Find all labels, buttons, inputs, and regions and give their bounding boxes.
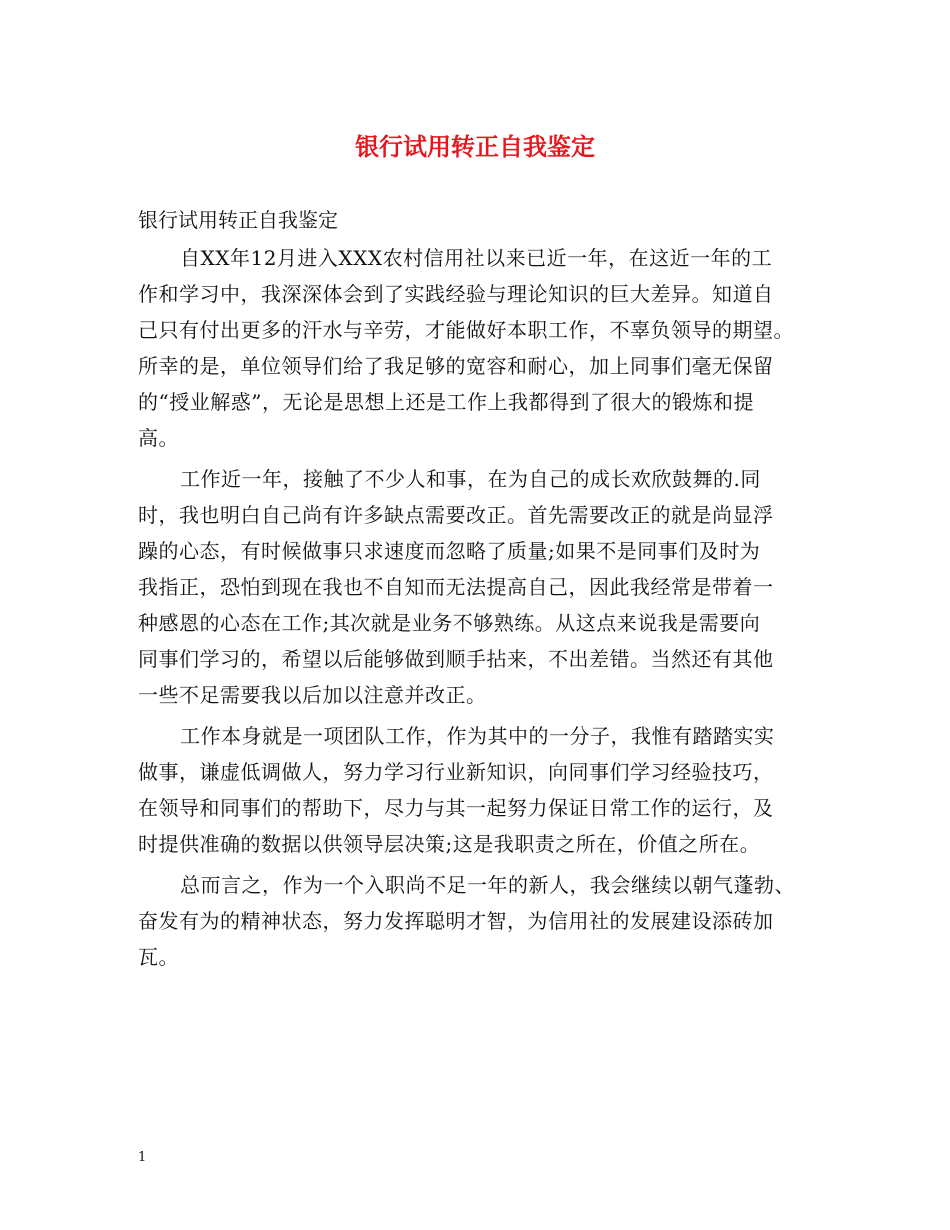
paragraph-line: 所幸的是，单位领导们给了我足够的宽容和耐心，加上同事们毫无保留 (138, 354, 774, 378)
paragraph-line: 种感恩的心态在工作;其次就是业务不够熟练。从这点来说我是需要向 (138, 611, 761, 635)
paragraph (138, 718, 828, 862)
document-title: 银行试用转正自我鉴定 (355, 132, 595, 161)
paragraph-line: 己只有付出更多的汗水与辛劳，才能做好本职工作，不辜负领导的期望。 (138, 318, 794, 342)
document-subtitle: 银行试用转正自我鉴定 (138, 208, 338, 232)
paragraph-line: 高。 (138, 426, 179, 450)
paragraph-line: 躁的心态，有时候做事只求速度而忽略了质量;如果不是同事们及时为 (138, 539, 761, 563)
page-number: 1 (138, 1150, 147, 1165)
paragraph (138, 240, 828, 456)
paragraph-line: 同事们学习的，希望以后能够做到顺手拈来，不出差错。当然还有其他 (138, 647, 774, 671)
paragraph-line: 奋发有为的精神状态，努力发挥聪明才智，为信用社的发展建设添砖加 (138, 909, 774, 933)
paragraph-line: 工作本身就是一项团队工作，作为其中的一分子，我惟有踏踏实实 (180, 724, 775, 748)
paragraph-line: 总而言之，作为一个入职尚不足一年的新人，我会继续以朝气蓬勃、 (180, 873, 795, 897)
paragraph (138, 867, 828, 975)
paragraph-line: 时，我也明白自己尚有许多缺点需要改正。首先需要改正的就是尚显浮 (138, 503, 774, 527)
document-body (138, 240, 828, 980)
paragraph-line: 自XX年12月进入XXX农村信用社以来已近一年，在这近一年的工 (180, 246, 773, 270)
paragraph-line: 的“授业解惑”，无论是思想上还是工作上我都得到了很大的锻炼和提 (138, 390, 754, 414)
paragraph (138, 461, 828, 713)
paragraph-line: 一些不足需要我以后加以注意并改正。 (138, 683, 487, 707)
paragraph-line: 瓦。 (138, 945, 179, 969)
paragraph-line: 作和学习中，我深深体会到了实践经验与理论知识的巨大差异。知道自 (138, 282, 774, 306)
paragraph-line: 做事，谦虚低调做人，努力学习行业新知识，向同事们学习经验技巧， (138, 760, 774, 784)
paragraph-line: 时提供准确的数据以供领导层决策;这是我职责之所在，价值之所在。 (138, 832, 761, 856)
paragraph-line: 在领导和同事们的帮助下，尽力与其一起努力保证日常工作的运行，及 (138, 796, 774, 820)
paragraph-line: 我指正，恐怕到现在我也不自知而无法提高自己，因此我经常是带着一 (138, 575, 774, 599)
paragraph-line: 工作近一年，接触了不少人和事，在为自己的成长欢欣鼓舞的.同 (180, 467, 761, 491)
